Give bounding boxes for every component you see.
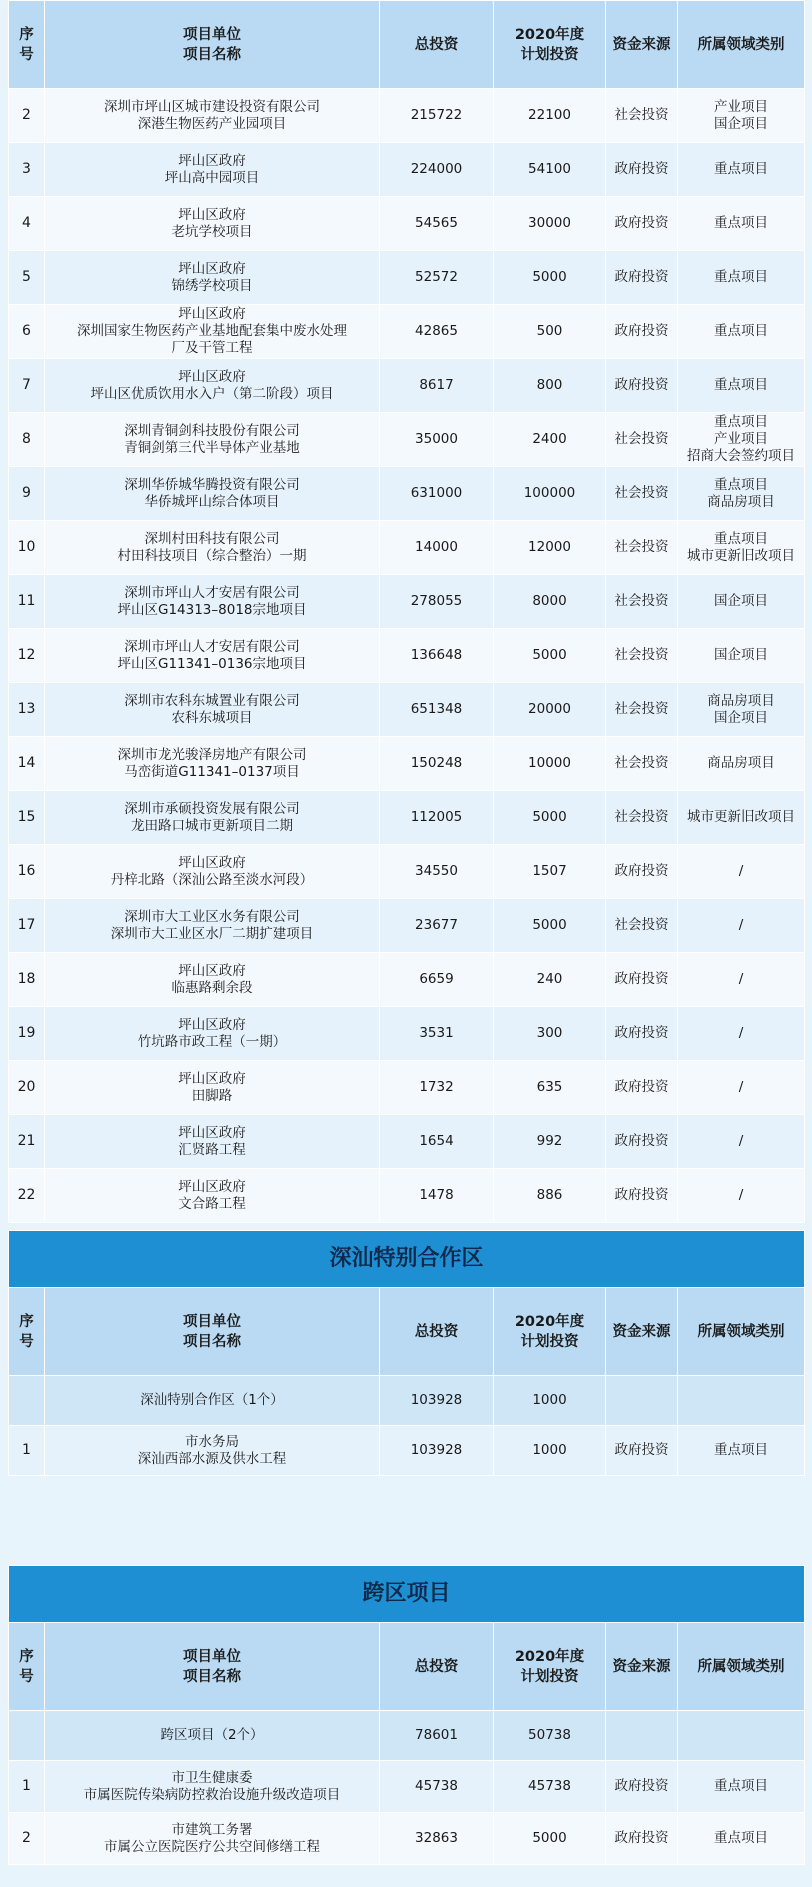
row-category-item: 城市更新旧改项目 bbox=[687, 547, 795, 564]
row-source: 政府投资 bbox=[606, 1761, 678, 1813]
row-unit: 市水务局 bbox=[185, 1433, 239, 1450]
table-row bbox=[9, 629, 805, 683]
row-total: 14000 bbox=[380, 521, 494, 575]
row-unit-name bbox=[45, 1007, 380, 1061]
row-unit: 深圳青铜剑科技股份有限公司 bbox=[124, 422, 300, 439]
row-seq: 10 bbox=[9, 521, 45, 575]
row-seq: 5 bbox=[9, 251, 45, 305]
row-category bbox=[678, 1813, 805, 1865]
row-source: 社会投资 bbox=[606, 737, 678, 791]
row-category-item: 国企项目 bbox=[714, 115, 768, 132]
table-cross-district bbox=[8, 1565, 805, 1865]
table-row bbox=[9, 791, 805, 845]
row-category-item: 重点项目 bbox=[714, 215, 768, 231]
row-category bbox=[678, 467, 805, 521]
row-seq: 2 bbox=[9, 1813, 45, 1865]
table-row bbox=[9, 1061, 805, 1115]
row-name: 深圳市大工业区水厂二期扩建项目 bbox=[110, 925, 314, 942]
row-total: 54565 bbox=[380, 197, 494, 251]
row-unit-name bbox=[45, 791, 380, 845]
row-plan: 10000 bbox=[494, 737, 606, 791]
row-category bbox=[678, 197, 805, 251]
row-category bbox=[678, 305, 805, 359]
row-total: 42865 bbox=[380, 305, 494, 359]
row-source: 社会投资 bbox=[606, 467, 678, 521]
row-category-item: / bbox=[738, 1025, 744, 1041]
row-category-item: 重点项目 bbox=[714, 1442, 768, 1458]
row-unit: 深圳村田科技有限公司 bbox=[144, 530, 280, 547]
row-source: 政府投资 bbox=[606, 845, 678, 899]
table-row bbox=[9, 845, 805, 899]
row-category bbox=[678, 683, 805, 737]
header-seq: 序 号 bbox=[9, 1, 45, 89]
row-source: 政府投资 bbox=[606, 359, 678, 413]
row-category-item: 商品房项目 bbox=[707, 493, 775, 510]
header-seq: 序 号 bbox=[9, 1623, 45, 1711]
row-category-item: 产业项目 bbox=[714, 98, 768, 115]
table-pingshan bbox=[8, 0, 805, 1223]
header-unit-name: 项目单位 项目名称 bbox=[45, 1288, 380, 1376]
row-total: 6659 bbox=[380, 953, 494, 1007]
row-name: 市属公立医院医疗公共空间修缮工程 bbox=[104, 1838, 320, 1855]
row-unit-name bbox=[45, 89, 380, 143]
row-unit: 深圳市坪山人才安居有限公司 bbox=[124, 584, 300, 601]
row-category-item: / bbox=[738, 863, 744, 879]
row-total: 32863 bbox=[380, 1813, 494, 1865]
row-plan: 2400 bbox=[494, 413, 606, 467]
row-unit: 市卫生健康委 bbox=[171, 1769, 253, 1786]
row-name: 村田科技项目（综合整治）一期 bbox=[117, 547, 307, 564]
row-name: 青铜剑第三代半导体产业基地 bbox=[124, 439, 300, 456]
row-name: 深汕西部水源及供水工程 bbox=[137, 1450, 287, 1467]
row-total: 224000 bbox=[380, 143, 494, 197]
row-category-item: 重点项目 bbox=[714, 476, 768, 493]
row-unit-name bbox=[45, 521, 380, 575]
header-total: 总投资 bbox=[380, 1288, 494, 1376]
row-seq: 3 bbox=[9, 143, 45, 197]
table-row bbox=[9, 1426, 805, 1476]
row-seq: 12 bbox=[9, 629, 45, 683]
row-source: 政府投资 bbox=[606, 1426, 678, 1476]
row-category bbox=[678, 629, 805, 683]
row-seq: 18 bbox=[9, 953, 45, 1007]
table-row bbox=[9, 143, 805, 197]
row-seq: 13 bbox=[9, 683, 45, 737]
row-plan: 1000 bbox=[494, 1426, 606, 1476]
row-unit-name bbox=[45, 1761, 380, 1813]
row-source: 社会投资 bbox=[606, 521, 678, 575]
row-category-item: 国企项目 bbox=[714, 593, 768, 609]
row-total: 52572 bbox=[380, 251, 494, 305]
table-row bbox=[9, 1761, 805, 1813]
table-row bbox=[9, 1813, 805, 1865]
row-plan: 240 bbox=[494, 953, 606, 1007]
row-unit: 市建筑工务署 bbox=[171, 1821, 253, 1838]
row-source: 政府投资 bbox=[606, 197, 678, 251]
row-name: 田脚路 bbox=[191, 1087, 233, 1104]
row-seq: 4 bbox=[9, 197, 45, 251]
row-name: 坪山区优质饮用水入户（第二阶段）项目 bbox=[90, 385, 334, 402]
row-category-item: 招商大会签约项目 bbox=[687, 448, 795, 464]
summary-plan: 50738 bbox=[494, 1711, 606, 1761]
row-unit-name bbox=[45, 413, 380, 467]
row-name: 坪山区G11341–0136宗地项目 bbox=[117, 655, 307, 672]
summary-total: 103928 bbox=[380, 1376, 494, 1426]
row-name: 老坑学校项目 bbox=[171, 223, 253, 240]
row-total: 35000 bbox=[380, 413, 494, 467]
row-unit: 深圳市坪山人才安居有限公司 bbox=[124, 638, 300, 655]
table-header bbox=[9, 1623, 805, 1711]
row-unit: 深圳市坪山区城市建设投资有限公司 bbox=[104, 98, 320, 115]
row-category-item: 商品房项目 bbox=[707, 692, 775, 709]
row-category bbox=[678, 1061, 805, 1115]
row-plan: 20000 bbox=[494, 683, 606, 737]
header-category: 所属领域类别 bbox=[678, 1288, 805, 1376]
row-seq: 1 bbox=[9, 1761, 45, 1813]
row-unit: 深圳市大工业区水务有限公司 bbox=[124, 908, 300, 925]
row-plan: 5000 bbox=[494, 899, 606, 953]
row-source: 政府投资 bbox=[606, 1115, 678, 1169]
table-row bbox=[9, 251, 805, 305]
table-row bbox=[9, 737, 805, 791]
header-seq: 序 号 bbox=[9, 1288, 45, 1376]
row-source: 政府投资 bbox=[606, 143, 678, 197]
summary-category bbox=[678, 1376, 805, 1426]
table-row bbox=[9, 359, 805, 413]
row-source: 社会投资 bbox=[606, 413, 678, 467]
row-name: 马峦街道G11341–0137项目 bbox=[124, 763, 300, 780]
row-category bbox=[678, 575, 805, 629]
row-total: 23677 bbox=[380, 899, 494, 953]
row-category-item: 重点项目 bbox=[714, 1830, 768, 1846]
row-source: 社会投资 bbox=[606, 89, 678, 143]
row-total: 112005 bbox=[380, 791, 494, 845]
row-unit: 坪山区政府 bbox=[178, 1070, 246, 1087]
row-total: 631000 bbox=[380, 467, 494, 521]
row-source: 社会投资 bbox=[606, 683, 678, 737]
row-unit-name bbox=[45, 737, 380, 791]
row-unit-name bbox=[45, 575, 380, 629]
header-source: 资金来源 bbox=[606, 1288, 678, 1376]
row-plan: 5000 bbox=[494, 791, 606, 845]
summary-seq bbox=[9, 1711, 45, 1761]
row-category bbox=[678, 791, 805, 845]
row-unit-name bbox=[45, 305, 380, 359]
row-unit: 深圳市龙光骏泽房地产有限公司 bbox=[117, 746, 307, 763]
row-seq: 7 bbox=[9, 359, 45, 413]
row-category-item: / bbox=[738, 971, 744, 987]
row-source: 社会投资 bbox=[606, 791, 678, 845]
table-row bbox=[9, 575, 805, 629]
row-category-item: 重点项目 bbox=[714, 269, 768, 285]
row-source: 社会投资 bbox=[606, 629, 678, 683]
row-seq: 22 bbox=[9, 1169, 45, 1223]
row-source: 社会投资 bbox=[606, 899, 678, 953]
row-category-item: 国企项目 bbox=[714, 709, 768, 726]
row-unit-name bbox=[45, 629, 380, 683]
row-total: 1732 bbox=[380, 1061, 494, 1115]
row-unit-name bbox=[45, 845, 380, 899]
row-plan: 8000 bbox=[494, 575, 606, 629]
row-name: 农科东城项目 bbox=[171, 709, 253, 726]
row-plan: 635 bbox=[494, 1061, 606, 1115]
row-source: 政府投资 bbox=[606, 251, 678, 305]
row-category bbox=[678, 1426, 805, 1476]
row-plan: 12000 bbox=[494, 521, 606, 575]
row-plan: 5000 bbox=[494, 251, 606, 305]
row-source: 政府投资 bbox=[606, 305, 678, 359]
summary-label: 深汕特别合作区（1个） bbox=[45, 1376, 380, 1426]
row-source: 政府投资 bbox=[606, 1007, 678, 1061]
table-row bbox=[9, 89, 805, 143]
table-row bbox=[9, 683, 805, 737]
row-unit-name bbox=[45, 1169, 380, 1223]
row-name: 市属医院传染病防控救治设施升级改造项目 bbox=[83, 1786, 341, 1803]
row-category-item: 重点项目 bbox=[714, 414, 768, 430]
header-category: 所属领域类别 bbox=[678, 1623, 805, 1711]
row-unit: 坪山区政府 bbox=[178, 206, 246, 223]
row-plan: 1507 bbox=[494, 845, 606, 899]
row-seq: 9 bbox=[9, 467, 45, 521]
row-total: 3531 bbox=[380, 1007, 494, 1061]
row-total: 215722 bbox=[380, 89, 494, 143]
summary-total: 78601 bbox=[380, 1711, 494, 1761]
summary-seq bbox=[9, 1376, 45, 1426]
row-total: 34550 bbox=[380, 845, 494, 899]
row-name: 丹梓北路（深汕公路至淡水河段） bbox=[110, 871, 314, 888]
row-unit: 坪山区政府 bbox=[178, 152, 246, 169]
row-seq: 14 bbox=[9, 737, 45, 791]
row-unit: 深圳华侨城华腾投资有限公司 bbox=[124, 476, 300, 493]
table-shenshan bbox=[8, 1230, 805, 1476]
summary-row bbox=[9, 1711, 805, 1761]
header-total: 总投资 bbox=[380, 1, 494, 89]
row-unit: 深圳市农科东城置业有限公司 bbox=[124, 692, 300, 709]
row-name: 坪山高中园项目 bbox=[164, 169, 260, 186]
row-category bbox=[678, 1761, 805, 1813]
row-category bbox=[678, 737, 805, 791]
table-header bbox=[9, 1, 805, 89]
header-total: 总投资 bbox=[380, 1623, 494, 1711]
row-category-item: 国企项目 bbox=[714, 647, 768, 663]
row-category bbox=[678, 143, 805, 197]
row-seq: 1 bbox=[9, 1426, 45, 1476]
section-title: 深汕特别合作区 bbox=[9, 1231, 805, 1288]
row-total: 651348 bbox=[380, 683, 494, 737]
header-source: 资金来源 bbox=[606, 1623, 678, 1711]
row-category-item: 重点项目 bbox=[714, 1778, 768, 1794]
row-category-item: 重点项目 bbox=[714, 530, 768, 547]
row-total: 8617 bbox=[380, 359, 494, 413]
row-unit: 坪山区政府 bbox=[178, 1178, 246, 1195]
row-plan: 22100 bbox=[494, 89, 606, 143]
row-seq: 21 bbox=[9, 1115, 45, 1169]
row-total: 150248 bbox=[380, 737, 494, 791]
row-seq: 17 bbox=[9, 899, 45, 953]
row-unit: 坪山区政府 bbox=[178, 1124, 246, 1141]
row-name: 汇贤路工程 bbox=[178, 1141, 246, 1158]
row-name: 坪山区G14313–8018宗地项目 bbox=[117, 601, 307, 618]
row-category-item: / bbox=[738, 1133, 744, 1149]
summary-plan: 1000 bbox=[494, 1376, 606, 1426]
row-source: 政府投资 bbox=[606, 1169, 678, 1223]
row-plan: 500 bbox=[494, 305, 606, 359]
row-category-item: 重点项目 bbox=[714, 377, 768, 393]
row-plan: 5000 bbox=[494, 629, 606, 683]
table-row bbox=[9, 953, 805, 1007]
row-name-cont: 厂及干管工程 bbox=[171, 340, 253, 356]
row-name: 锦绣学校项目 bbox=[171, 277, 253, 294]
row-name: 华侨城坪山综合体项目 bbox=[144, 493, 280, 510]
row-unit: 坪山区政府 bbox=[178, 962, 246, 979]
header-source: 资金来源 bbox=[606, 1, 678, 89]
row-plan: 5000 bbox=[494, 1813, 606, 1865]
row-plan: 886 bbox=[494, 1169, 606, 1223]
row-category bbox=[678, 1115, 805, 1169]
table-row bbox=[9, 305, 805, 359]
row-unit: 坪山区政府 bbox=[178, 854, 246, 871]
row-total: 1654 bbox=[380, 1115, 494, 1169]
row-unit-name bbox=[45, 359, 380, 413]
row-plan: 100000 bbox=[494, 467, 606, 521]
row-seq: 2 bbox=[9, 89, 45, 143]
summary-category bbox=[678, 1711, 805, 1761]
row-name: 临惠路剩余段 bbox=[171, 979, 253, 996]
table-row bbox=[9, 197, 805, 251]
row-unit-name bbox=[45, 1061, 380, 1115]
row-category-item: 城市更新旧改项目 bbox=[687, 809, 795, 825]
row-unit-name bbox=[45, 1426, 380, 1476]
row-unit-name bbox=[45, 467, 380, 521]
header-plan: 2020年度 计划投资 bbox=[494, 1623, 606, 1711]
row-unit-name bbox=[45, 197, 380, 251]
summary-source bbox=[606, 1711, 678, 1761]
row-total: 103928 bbox=[380, 1426, 494, 1476]
row-category bbox=[678, 899, 805, 953]
row-category-item: / bbox=[738, 917, 744, 933]
row-seq: 19 bbox=[9, 1007, 45, 1061]
summary-row bbox=[9, 1376, 805, 1426]
row-category bbox=[678, 953, 805, 1007]
row-plan: 30000 bbox=[494, 197, 606, 251]
row-unit-name bbox=[45, 143, 380, 197]
row-seq: 11 bbox=[9, 575, 45, 629]
row-category bbox=[678, 89, 805, 143]
row-unit: 坪山区政府 bbox=[178, 368, 246, 385]
row-category bbox=[678, 251, 805, 305]
row-seq: 8 bbox=[9, 413, 45, 467]
table-row bbox=[9, 1115, 805, 1169]
row-unit-name bbox=[45, 953, 380, 1007]
row-unit-name bbox=[45, 1115, 380, 1169]
row-seq: 15 bbox=[9, 791, 45, 845]
row-total: 1478 bbox=[380, 1169, 494, 1223]
header-plan: 2020年度 计划投资 bbox=[494, 1, 606, 89]
row-plan: 992 bbox=[494, 1115, 606, 1169]
row-category bbox=[678, 845, 805, 899]
row-category bbox=[678, 521, 805, 575]
row-category-item: 重点项目 bbox=[714, 161, 768, 177]
row-seq: 6 bbox=[9, 305, 45, 359]
row-total: 136648 bbox=[380, 629, 494, 683]
row-plan: 45738 bbox=[494, 1761, 606, 1813]
row-category-item: / bbox=[738, 1187, 744, 1203]
row-unit-name bbox=[45, 1813, 380, 1865]
row-source: 政府投资 bbox=[606, 1813, 678, 1865]
header-unit-name: 项目单位 项目名称 bbox=[45, 1, 380, 89]
row-name: 文合路工程 bbox=[178, 1195, 246, 1212]
row-name: 深港生物医药产业园项目 bbox=[137, 115, 287, 132]
header-plan: 2020年度 计划投资 bbox=[494, 1288, 606, 1376]
table-row bbox=[9, 521, 805, 575]
table-row bbox=[9, 413, 805, 467]
row-unit: 深圳市承硕投资发展有限公司 bbox=[124, 800, 300, 817]
row-plan: 300 bbox=[494, 1007, 606, 1061]
row-unit: 坪山区政府 bbox=[178, 306, 246, 322]
row-category-item: 重点项目 bbox=[714, 323, 768, 339]
row-seq: 16 bbox=[9, 845, 45, 899]
row-category-item: 商品房项目 bbox=[707, 755, 775, 771]
row-unit: 坪山区政府 bbox=[178, 1016, 246, 1033]
header-category: 所属领域类别 bbox=[678, 1, 805, 89]
row-plan: 800 bbox=[494, 359, 606, 413]
row-category-item: 产业项目 bbox=[714, 431, 768, 447]
row-name: 龙田路口城市更新项目二期 bbox=[131, 817, 293, 834]
section-title: 跨区项目 bbox=[9, 1566, 805, 1623]
row-unit-name bbox=[45, 251, 380, 305]
summary-source bbox=[606, 1376, 678, 1426]
row-category-item: / bbox=[738, 1079, 744, 1095]
table-row bbox=[9, 1007, 805, 1061]
row-source: 社会投资 bbox=[606, 575, 678, 629]
row-total: 45738 bbox=[380, 1761, 494, 1813]
row-name: 竹坑路市政工程（一期） bbox=[137, 1033, 287, 1050]
row-unit-name bbox=[45, 683, 380, 737]
header-unit-name: 项目单位 项目名称 bbox=[45, 1623, 380, 1711]
summary-label: 跨区项目（2个） bbox=[45, 1711, 380, 1761]
row-category bbox=[678, 359, 805, 413]
row-category bbox=[678, 1007, 805, 1061]
row-category bbox=[678, 1169, 805, 1223]
row-source: 政府投资 bbox=[606, 953, 678, 1007]
row-name: 深圳国家生物医药产业基地配套集中废水处理 bbox=[77, 323, 347, 339]
row-total: 278055 bbox=[380, 575, 494, 629]
table-header bbox=[9, 1288, 805, 1376]
table-row bbox=[9, 899, 805, 953]
row-unit: 坪山区政府 bbox=[178, 260, 246, 277]
row-plan: 54100 bbox=[494, 143, 606, 197]
table-row bbox=[9, 467, 805, 521]
row-source: 政府投资 bbox=[606, 1061, 678, 1115]
table-row bbox=[9, 1169, 805, 1223]
row-unit-name bbox=[45, 899, 380, 953]
row-seq: 20 bbox=[9, 1061, 45, 1115]
row-category bbox=[678, 413, 805, 467]
